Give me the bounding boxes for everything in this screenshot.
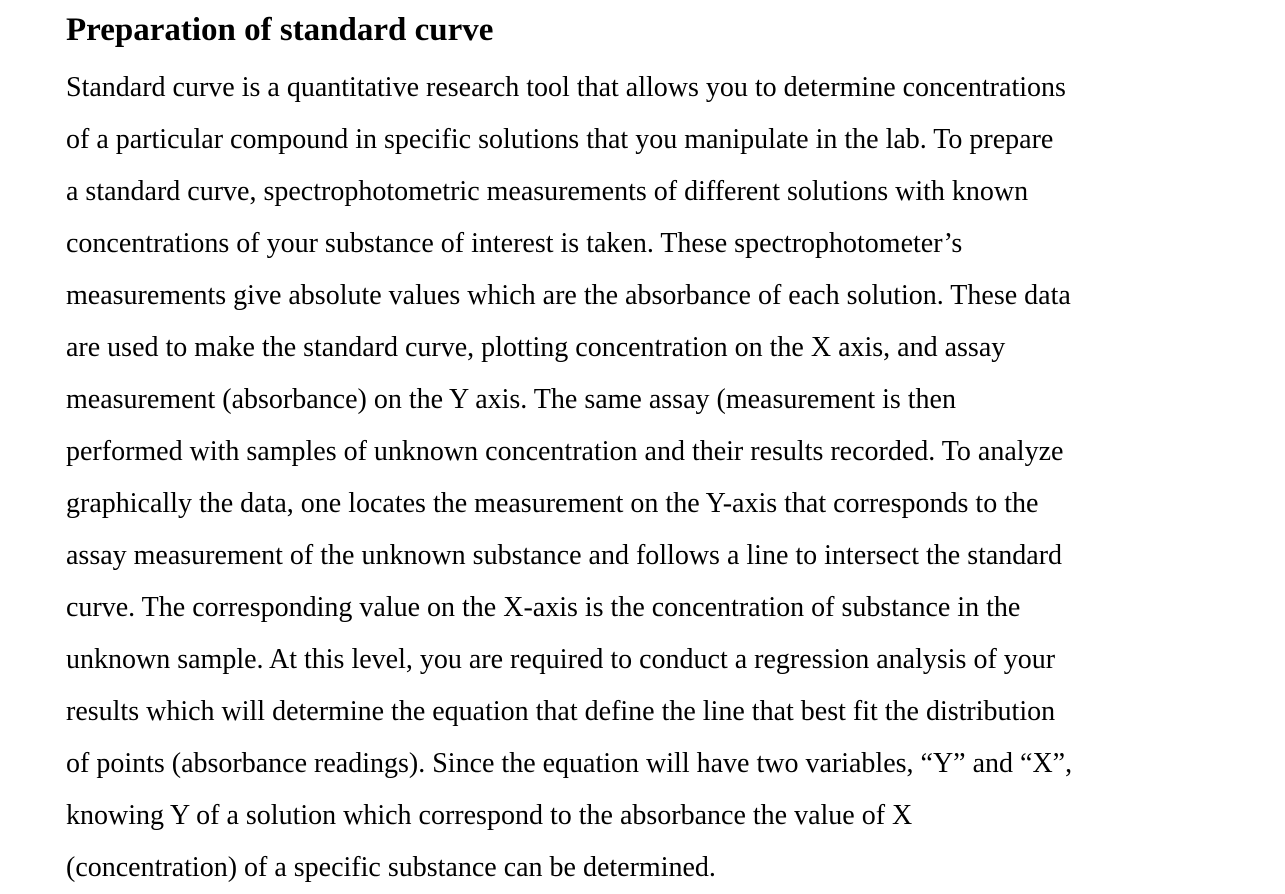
paragraph-line: curve. The corresponding value on the X-axis is the concentration of substance in the <box>66 592 1021 623</box>
paragraph-line: graphically the data, one locates the measurement on the Y-axis that corresponds to the <box>66 488 1039 519</box>
paragraph-line: assay measurement of the unknown substance and follows a line to intersect the standard <box>66 540 1063 571</box>
document-page <box>66 8 1176 894</box>
paragraph-line: Standard curve is a quantitative research tool that allows you to determine concentrations <box>66 72 1066 103</box>
body-paragraph <box>66 62 1176 894</box>
paragraph-line: unknown sample. At this level, you are required to conduct a regression analysis of your <box>66 644 1056 675</box>
paragraph-line: knowing Y of a solution which correspond to the absorbance the value of X <box>66 800 913 831</box>
paragraph-line: a standard curve, spectrophotometric measurements of different solutions with known <box>66 176 1029 207</box>
paragraph-line: (concentration) of a specific substance can be determined. <box>66 852 716 883</box>
paragraph-line: concentrations of your substance of interest is taken. These spectrophotometer’s <box>66 228 963 259</box>
section-heading: Preparation of standard curve <box>66 12 494 48</box>
paragraph-line: results which will determine the equation that define the line that best fit the distribution <box>66 696 1056 727</box>
paragraph-line: of points (absorbance readings). Since the equation will have two variables, “Y” and “X”, <box>66 748 1073 779</box>
paragraph-line: measurements give absolute values which are the absorbance of each solution. These data <box>66 280 1071 311</box>
paragraph-line: performed with samples of unknown concentration and their results recorded. To analyze <box>66 436 1064 467</box>
paragraph-line: are used to make the standard curve, plotting concentration on the X axis, and assay <box>66 332 1006 363</box>
paragraph-line: measurement (absorbance) on the Y axis. The same assay (measurement is then <box>66 384 956 415</box>
paragraph-line: of a particular compound in specific solutions that you manipulate in the lab. To prepare <box>66 124 1054 155</box>
